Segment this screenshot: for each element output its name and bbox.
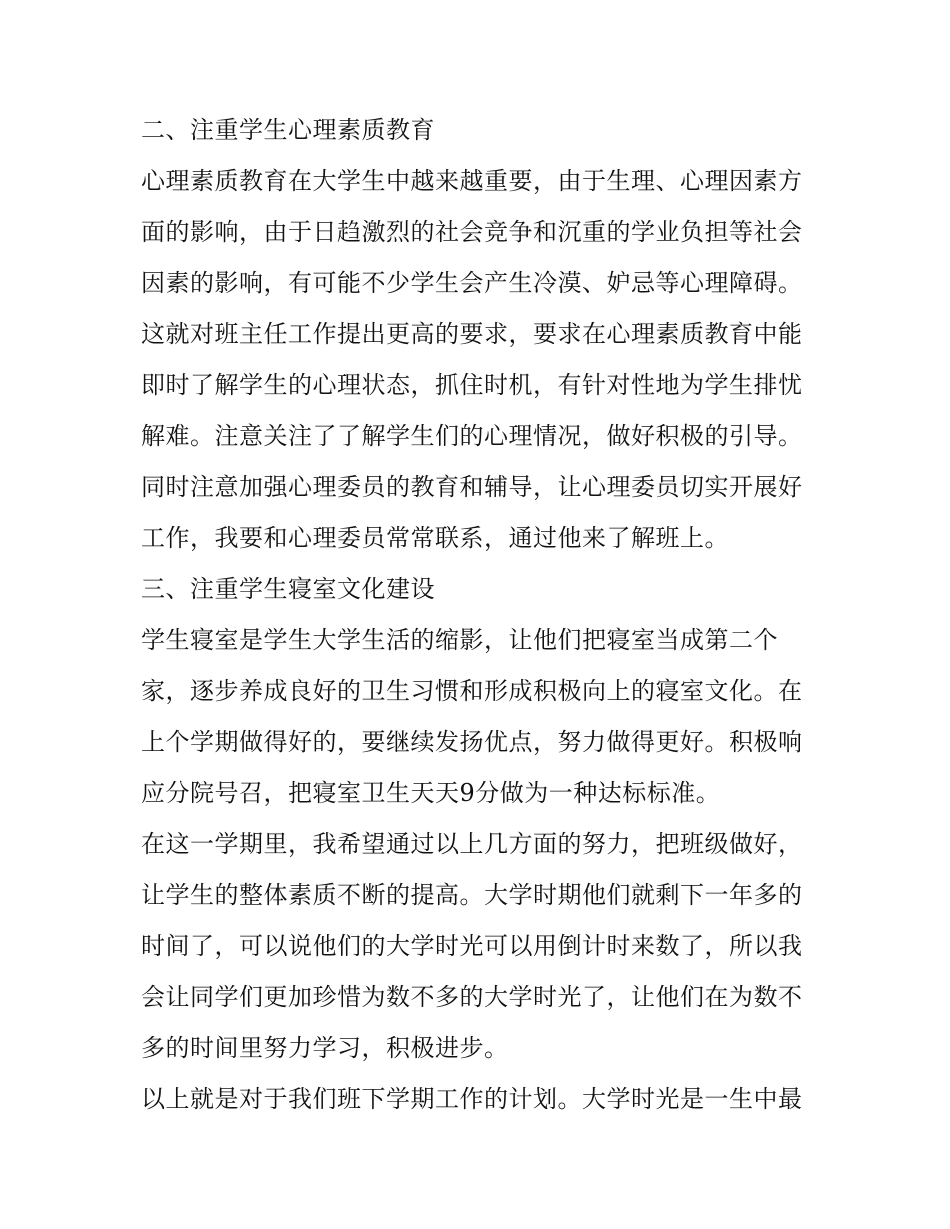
section-heading-3: 三、注重学生寝室文化建设 <box>141 575 435 603</box>
paragraph-line: 这就对班主任工作提出更高的要求，要求在心理素质教育中能 <box>141 320 803 348</box>
paragraph-line: 上个学期做得好的，要继续发扬优点，努力做得更好。积极响 <box>141 728 803 756</box>
paragraph-line: 同时注意加强心理委员的教育和辅导，让心理委员切实开展好 <box>141 473 803 501</box>
paragraph-line: 家，逐步养成良好的卫生习惯和形成积极向上的寝室文化。在 <box>141 677 803 705</box>
paragraph-line: 学生寝室是学生大学生活的缩影，让他们把寝室当成第二个 <box>141 626 778 654</box>
section-heading-2: 二、注重学生心理素质教育 <box>141 116 435 144</box>
paragraph-line: 以上就是对于我们班下学期工作的计划。大学时光是一生中最 <box>141 1085 803 1113</box>
paragraph-line: 会让同学们更加珍惜为数不多的大学时光了，让他们在为数不 <box>141 983 803 1011</box>
paragraph-line: 即时了解学生的心理状态，抓住时机，有针对性地为学生排忧 <box>141 371 803 399</box>
paragraph-line: 多的时间里努力学习，积极进步。 <box>141 1034 509 1062</box>
paragraph-line: 解难。注意关注了了解学生们的心理情况，做好积极的引导。 <box>141 422 803 450</box>
paragraph-line: 因素的影响，有可能不少学生会产生冷漠、妒忌等心理障碍。 <box>141 269 803 297</box>
paragraph-line: 在这一学期里，我希望通过以上几方面的努力，把班级做好， <box>141 830 803 858</box>
paragraph-line: 让学生的整体素质不断的提高。大学时期他们就剩下一年多的 <box>141 881 803 909</box>
paragraph-line: 时间了，可以说他们的大学时光可以用倒计时来数了，所以我 <box>141 932 803 960</box>
paragraph-line: 工作，我要和心理委员常常联系，通过他来了解班上。 <box>141 524 729 552</box>
paragraph-line: 心理素质教育在大学生中越来越重要，由于生理、心理因素方 <box>141 167 803 195</box>
paragraph-line: 面的影响，由于日趋激烈的社会竞争和沉重的学业负担等社会 <box>141 218 803 246</box>
paragraph-line: 应分院号召，把寝室卫生天天9分做为一种达标标准。 <box>141 779 721 807</box>
